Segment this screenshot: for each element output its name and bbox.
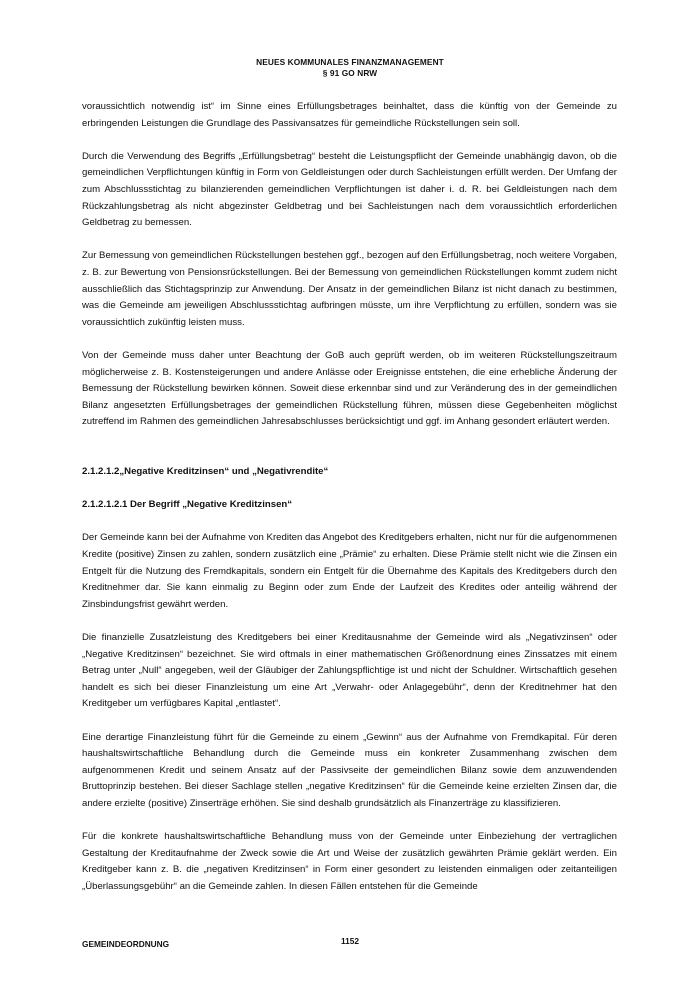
paragraph-3: Zur Bemessung von gemeindlichen Rückstellungen bestehen ggf., bezogen auf den Erfüllungsbetrag, noch weitere Vorgaben, z. B. zur Bewertung von Pensionsrückstellungen. Bei der Bemessung von gemeindlichen Rückstellungen kommt zudem nicht ausschließlich das Stichtagsprinzip zur Anwendung. Der Ansatz in der gemeindlichen Bilanz ist nicht danach zu bestimmen, was die Gemeinde am jeweiligen Abschlussstichtag aufbringen müsste, um ihre Verpflichtung zu erfüllen, sondern was sie voraussichtlich zukünftig leisten muss.: [82, 250, 617, 328]
page-header: [0, 57, 700, 79]
subsection-heading: 2.1.2.1.2.1 Der Begriff „Negative Kreditzinsen“: [82, 499, 293, 511]
document-body: [82, 99, 617, 912]
section-heading: 2.1.2.1.2„Negative Kreditzinsen“ und „Negativrendite“: [82, 466, 329, 478]
paragraph-7: Eine derartige Finanzleistung führt für die Gemeinde zu einem „Gewinn“ aus der Aufnahme von Fremdkapital. Für deren haushaltswirtschaftliche Behandlung durch die Gemeinde muss ein konkreter Zusammenhang zwischen dem aufgenommenen Kredit und seinem Ansatz auf der Passivseite der gemeindlichen Bilanz sowie dem anzuwendenden Bruttoprinzip bestehen. Bei dieser Sachlage stellen „negative Kreditzinsen“ für die Gemeinde keine erzielten Zinsen dar, die andere erzielte (positive) Zinserträge erhöhen. Sie sind deshalb grundsätzlich als Finanzerträge zu klassifizieren.: [82, 731, 617, 809]
header-title: NEUES KOMMUNALES FINANZMANAGEMENT: [256, 57, 444, 67]
section-spacer: [82, 447, 617, 464]
paragraph-2: Durch die Verwendung des Begriffs „Erfüllungsbetrag“ besteht die Leistungspflicht der Gemeinde unabhängig davon, ob die gemeindlichen Verpflichtungen künftig in Form von Geldleistungen oder durch Sachleistungen erfüllt werden. Der Umfang der zum Abschlussstichtag zu bilanzierenden gemeindlichen Verpflichtungen ist daher i. d. R. bei Geldleistungen nach dem Rückzahlungsbetrag als nicht abgezinster Geldbetrag und bei Sachleistungen nach dem voraussichtlich erforderlichen Geldbetrag zu bemessen.: [82, 150, 617, 229]
footer-label: GEMEINDEORDNUNG: [82, 939, 170, 949]
paragraph-6: Die finanzielle Zusatzleistung des Kreditgebers bei einer Kreditausnahme der Gemeinde wird als „Negativzinsen“ oder „Negative Kreditzinsen“ bezeichnet. Sie wird oftmals in einer mathematischen Größenordnung eines Zinssatzes mit einem Betrag unter „Null“ angegeben, weil der Gläubiger der Zahlungspflichtige ist und nicht der Schuldner. Wirtschaftlich gesehen handelt es sich bei dieser Finanzleistung um eine Art „Verwahr- oder Anlagegebühr“, denn der Kreditnehmer hat den Kreditgeber um verfügbares Kapital „entlastet“.: [82, 632, 617, 710]
paragraph-1: voraussichtlich notwendig ist“ im Sinne eines Erfüllungsbetrages beinhaltet, dass die künftig von der Gemeinde zu erbringenden Leistungen die Grundlage des Passivansatzes für gemeindliche Rückstellungen sein soll.: [82, 101, 617, 129]
page-number: 1152: [341, 936, 359, 946]
paragraph-8: Für die konkrete haushaltswirtschaftliche Behandlung muss von der Gemeinde unter Einbeziehung der vertraglichen Gestaltung der Kreditaufnahme der Zweck sowie die Art und Weise der zusätzlich gewährten Prämie geklärt werden. Ein Kreditgeber kann z. B. die „negativen Kreditzinsen“ in Form einer gesondert zu leistenden einmaligen oder zeitanteiligen „Überlassungsgebühr“ an die Gemeinde zahlen. In diesen Fällen entstehen für die Gemeinde: [82, 831, 617, 892]
paragraph-4: Von der Gemeinde muss daher unter Beachtung der GoB auch geprüft werden, ob im weiteren Rückstellungszeitraum möglicherweise z. B. Kostensteigerungen und andere Anlässe oder Ereignisse entstehen, die eine erhebliche Änderung der Bemessung der Rückstellung bewirken können. Soweit diese erkennbar sind und zur Veränderung des in der gemeindlichen Bilanz angesetzten Erfüllungsbetrages der gemeindlichen Rückstellung führen, müssen diese Gegebenheiten möglichst zutreffend im Rahmen des gemeindlichen Jahresabschlusses berücksichtigt und ggf. im Anhang gesondert erläutert werden.: [82, 349, 617, 428]
header-subtitle: § 91 GO NRW: [322, 68, 378, 78]
paragraph-5: Der Gemeinde kann bei der Aufnahme von Krediten das Angebot des Kreditgebers erhalten, nicht nur für die aufgenommenen Kredite (positive) Zinsen zu zahlen, sondern zusätzlich eine „Prämie“ zu erhalten. Diese Prämie stellt nicht wie die Zinsen ein Entgelt für die Nutzung des Fremdkapitals, sondern ein Entgelt für die Übernahme des Kapitals des Kreditgebers durch den Kreditnehmer dar. Sie kann einmalig zu Beginn oder zum Ende der Laufzeit des Kredites oder anteilig während der Zinsbindungsfrist gewährt werden.: [82, 532, 617, 610]
